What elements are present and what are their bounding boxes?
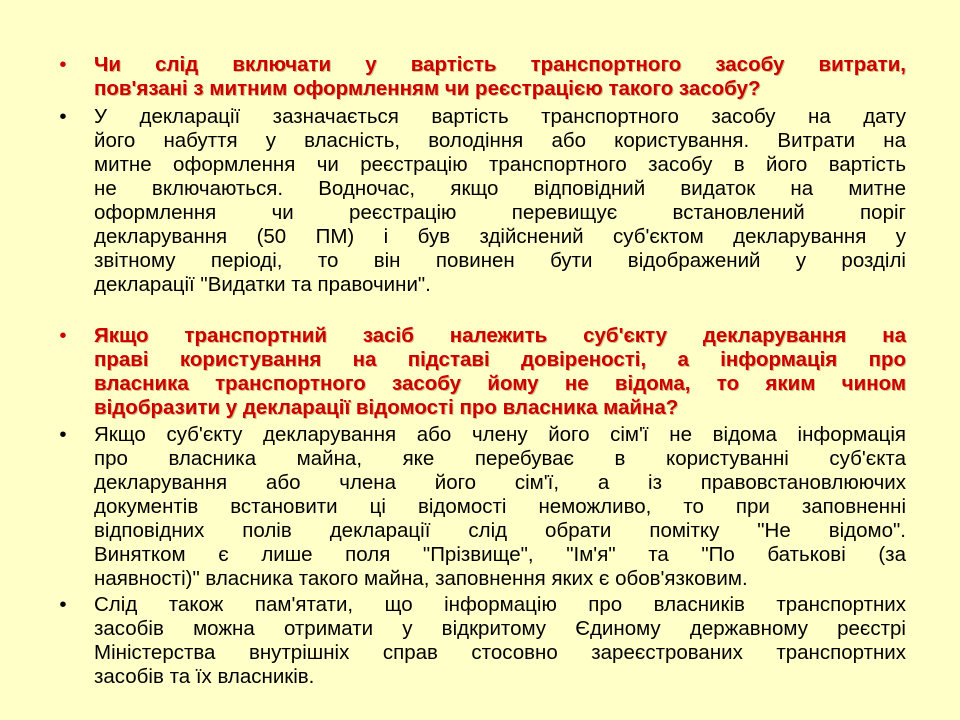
text-line: декларування (50 ПМ) і був здійснений суб'єктом декларування у xyxy=(94,225,906,248)
bullet-marker: • xyxy=(59,53,67,76)
text-line: наявності)" власника такого майна, заповнення яких є обов'язковим. xyxy=(94,567,748,590)
text-line: засобів та їх власників. xyxy=(94,665,315,688)
text-line: Чи слід включати у вартість транспортного засобу витрати, xyxy=(94,53,906,76)
text-line: Винятком є лише поля "Прізвище", "Ім'я" та "По батькові (за xyxy=(94,543,906,566)
text-line: його набуття у власність, володіння або користування. Витрати на xyxy=(94,129,906,152)
text-line: декларування або члена його сім'ї, а із правовстановлюючих xyxy=(94,471,906,494)
bullet-marker: • xyxy=(59,105,67,128)
text-line: відобразити у декларації відомості про власника майна? xyxy=(94,396,679,419)
text-line: Міністерства внутрішніх справ стосовно зареєстрованих транспортних xyxy=(94,641,906,664)
text-line: декларації "Видатки та правочини". xyxy=(94,273,431,296)
answer-1 xyxy=(59,105,906,297)
text-line: митне оформлення чи реєстрацію транспортного засобу в його вартість xyxy=(94,153,906,176)
text-line: Якщо суб'єкту декларування або члену його сім'ї не відома інформація xyxy=(94,423,906,446)
bullet-marker: • xyxy=(59,324,67,347)
answer-2 xyxy=(59,423,906,591)
text-line: не включаються. Водночас, якщо відповідний видаток на митне xyxy=(94,177,906,200)
question-1 xyxy=(59,53,906,101)
text-line: відповідних полів декларації слід обрати помітку "Не відомо". xyxy=(94,519,906,542)
text-line: У декларації зазначається вартість транспортного засобу на дату xyxy=(94,105,906,128)
text-line: оформлення чи реєстрацію перевищує встановлений поріг xyxy=(94,201,906,224)
text-line: Слід також пам'ятати, що інформацію про власників транспортних xyxy=(94,593,906,616)
text-line: Якщо транспортний засіб належить суб'єкту декларування на xyxy=(94,324,906,347)
text-line: пов'язані з митним оформленням чи реєстрацією такого засобу? xyxy=(94,77,761,100)
text-line: про власника майна, яке перебуває в користуванні суб'єкта xyxy=(94,447,906,470)
question-2 xyxy=(59,324,906,420)
text-line: документів встановити ці відомості неможливо, то при заповненні xyxy=(94,495,906,518)
text-line: звітному періоді, то він повинен бути відображений у розділі xyxy=(94,249,906,272)
bullet-marker: • xyxy=(59,423,67,446)
text-line: праві користування на підставі довіреності, а інформація про xyxy=(94,348,906,371)
text-line: засобів можна отримати у відкритому Єдиному державному реєстрі xyxy=(94,617,906,640)
bullet-marker: • xyxy=(59,593,67,616)
answer-3 xyxy=(59,593,906,689)
text-line: власника транспортного засобу йому не відома, то яким чином xyxy=(94,372,906,395)
